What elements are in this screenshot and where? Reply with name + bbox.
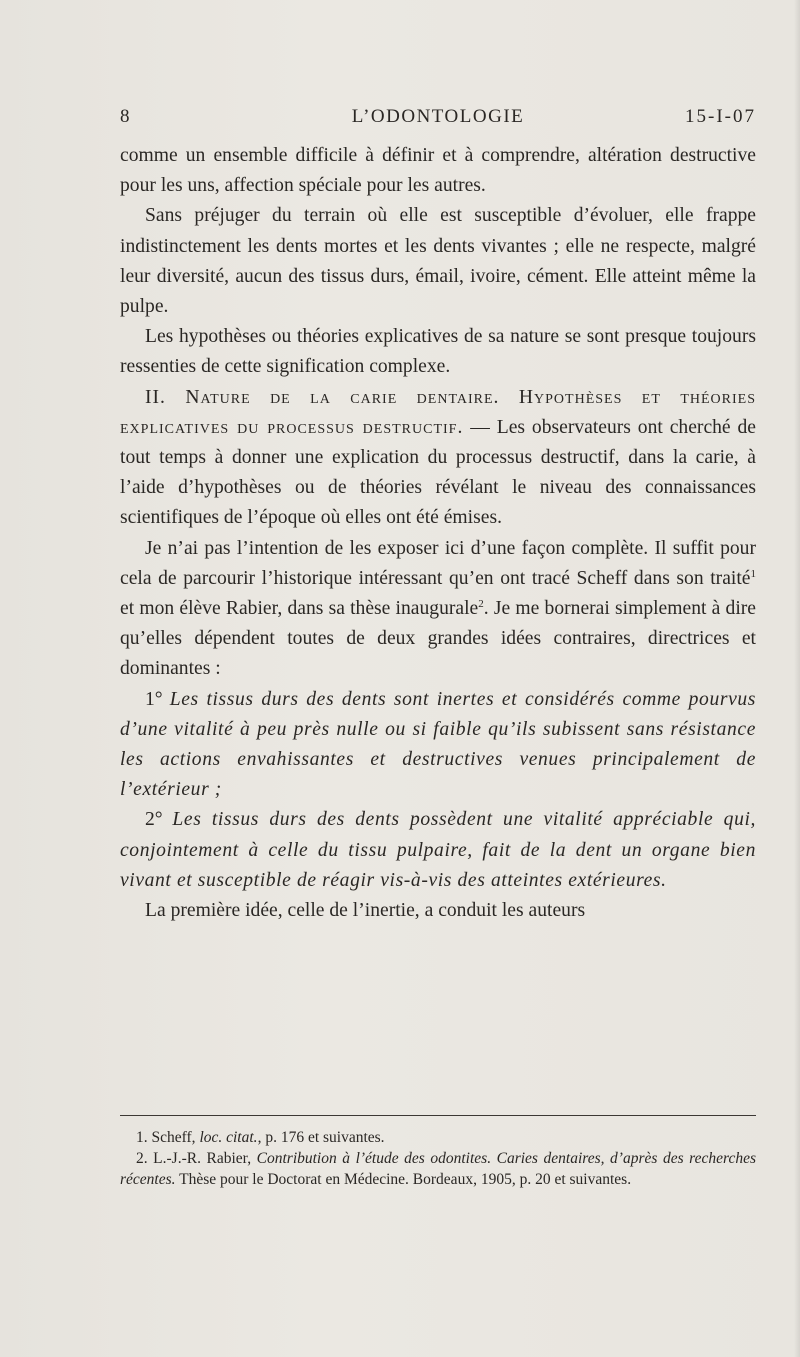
page-edge-shadow [794, 0, 800, 1357]
paragraph: Sans préjuger du terrain où elle est susceptible d’évoluer, elle frappe indistinctement les dents mortes et les dents vivantes ; elle ne respecte, malgré leur diversité, aucun des tissus durs, émail, ivoire, cément. Elle atteint même la pulpe. [120, 205, 756, 318]
footnote-text: Thèse pour le Doctorat en Médecine. Bordeaux, 1905, p. 20 et suivantes. [175, 1171, 632, 1188]
item-text: Les tissus durs des dents sont inertes et considérés comme pourvus d’une vitalité à peu près nulle ou si faible qu’ils subissent sans résistance les actions envahissantes et destructives venues principalement de l’extérieur ; [120, 688, 756, 801]
paragraph-text: . Je me bornerai simplement à dire qu’elles dépendent toutes de deux grandes idées contraires, directrices et dominantes : [120, 598, 756, 680]
footnote [120, 1148, 756, 1190]
footnote-number: 2. [136, 1150, 148, 1167]
footnote-ref: 1 [750, 567, 756, 580]
page-number: 8 [120, 106, 131, 127]
paragraph: La première idée, celle de l’inertie, a conduit les auteurs [145, 900, 586, 922]
item-text: Les tissus durs des dents possèdent une vitalité appréciable qui, conjointement à celle du tissu pulpaire, fait de la dent un organe bien vivant et susceptible de réagir vis-à-vis des atteintes extérieures. [120, 809, 757, 891]
running-head [120, 106, 756, 134]
item-number: 2° [145, 809, 173, 831]
item-number: 1° [145, 688, 170, 710]
footnote-italic: loc. citat. [199, 1129, 258, 1146]
numbered-item [120, 685, 756, 806]
footnote [120, 1127, 756, 1148]
paragraph-continuation: comme un ensemble difficile à définir et à comprendre, altération destructive pour les uns, affection spéciale pour les autres. [120, 145, 756, 197]
footnote-rule [120, 1115, 756, 1116]
section-text: — Les observateurs ont cherché de tout temps à donner une explication du processus destructif, dans la carie, à l’aide d’hypothèses ou de théories révélant le niveau des connaissances scientifiques de l’époque où elles ont été émises. [120, 416, 757, 529]
numbered-item [120, 805, 756, 896]
footnote-italic: Contribution à l’étude des odontites. Caries dentaires, d’après des recherches récentes. [120, 1150, 757, 1188]
footnote-text: , p. 176 et suivantes. [257, 1129, 385, 1146]
paragraph-text: et mon élève Rabier, dans sa thèse inaugurale [120, 598, 479, 620]
journal-title: L’ODONTOLOGIE [351, 106, 525, 127]
footnote-number: 1. [136, 1129, 148, 1146]
footnotes [120, 1127, 756, 1190]
section-heading: II. Nature de la carie dentaire. Hypothèses et théories explicatives du processus destructif. [120, 386, 756, 438]
issue-date: 15-I-07 [685, 106, 756, 127]
section-paragraph [120, 383, 756, 534]
paragraph-text: Je n’ai pas l’intention de les exposer ici d’une façon complète. Il suffit pour cela de parcourir l’historique intéressant qu’en ont tracé Scheff dans son traité [120, 537, 756, 589]
footnote-text: L.-J.-R. Rabier, [147, 1150, 257, 1167]
footnote-ref: 2 [478, 598, 484, 611]
paragraph [120, 534, 756, 685]
paragraph: Les hypothèses ou théories explicatives de sa nature se sont presque toujours ressenties de cette signification complexe. [120, 326, 756, 378]
body-text [120, 141, 756, 926]
footnote-text: Scheff, [147, 1129, 200, 1146]
